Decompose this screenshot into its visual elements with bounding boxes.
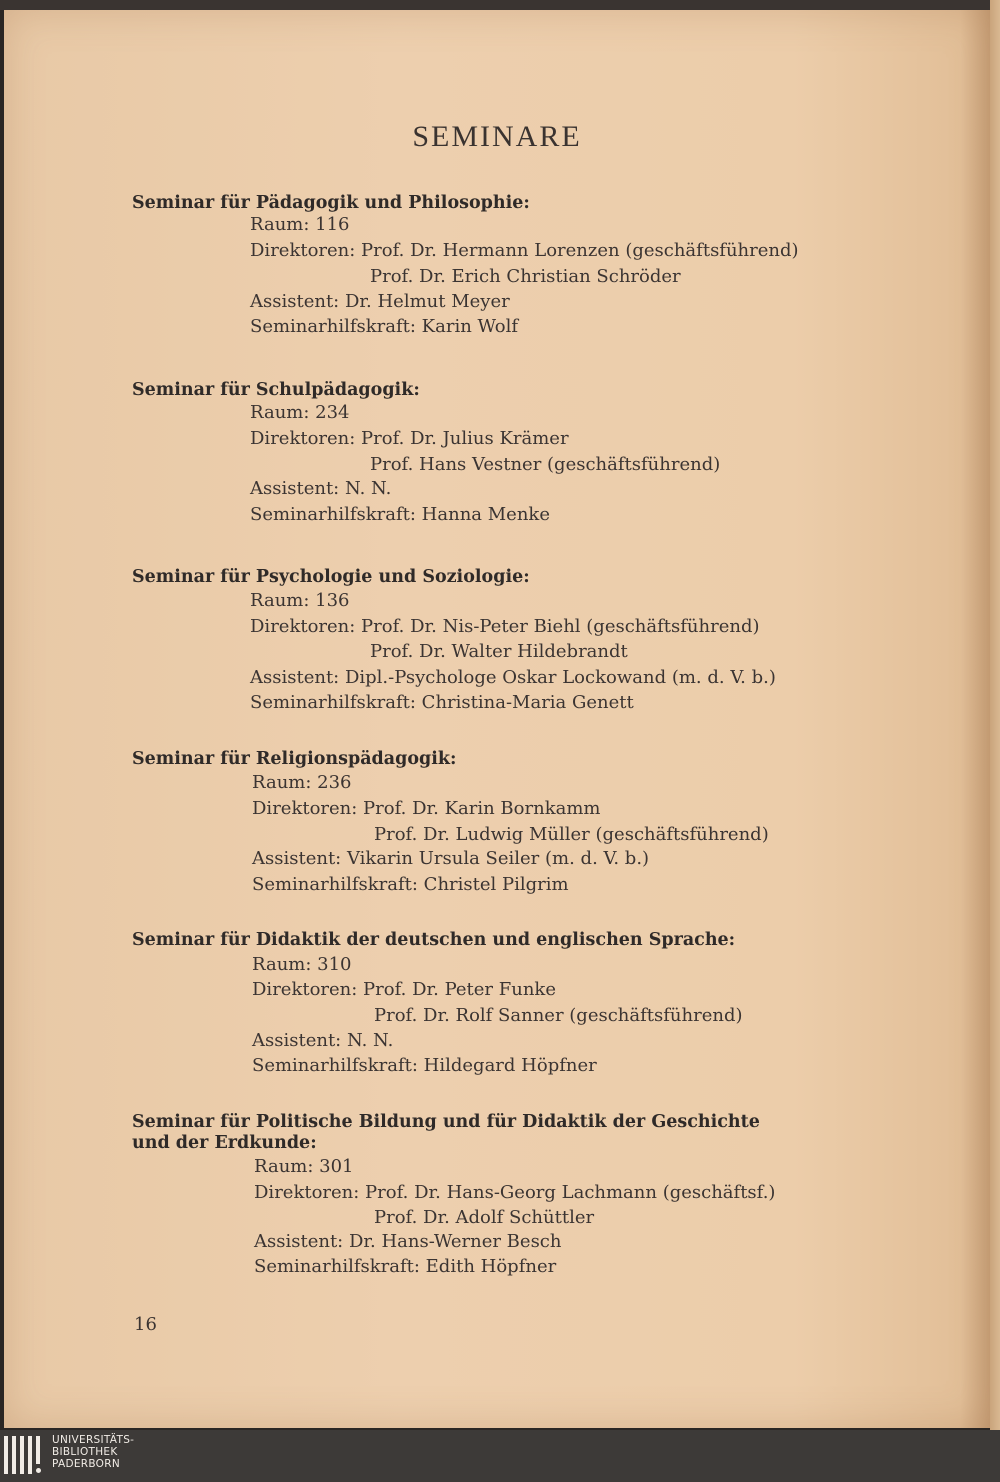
room-line: Raum: 234 <box>250 402 350 423</box>
room-line: Raum: 310 <box>252 954 352 975</box>
scan-right-edge <box>990 0 1000 1430</box>
room-line: Raum: 116 <box>250 214 350 235</box>
library-footer <box>0 1430 1000 1482</box>
directors-line: Direktoren: Prof. Dr. Karin Bornkamm <box>252 798 601 819</box>
assistant-staff-line: Seminarhilfskraft: Hildegard Höpfner <box>252 1055 597 1076</box>
room-line: Raum: 236 <box>252 772 352 793</box>
logo-line: BIBLIOTHEK <box>52 1446 118 1458</box>
assistant-line: Assistent: Dr. Hans-Werner Besch <box>254 1231 562 1252</box>
library-logo-icon <box>4 1436 44 1476</box>
assistant-staff-line: Seminarhilfskraft: Edith Höpfner <box>254 1256 557 1277</box>
logo-line: PADERBORN <box>52 1458 120 1470</box>
directors-line: Direktoren: Prof. Dr. Hans-Georg Lachmann (geschäftsf.) <box>254 1182 776 1203</box>
section-heading: Seminar für Politische Bildung und für Didaktik der Geschichte <box>132 1112 760 1132</box>
directors-line: Direktoren: Prof. Dr. Peter Funke <box>252 979 556 1000</box>
page-title: SEMINARE <box>412 120 582 153</box>
library-logo-text <box>52 1434 134 1470</box>
page-number: 16 <box>134 1314 157 1335</box>
assistant-staff-line: Seminarhilfskraft: Hanna Menke <box>250 504 550 525</box>
directors-line-2: Prof. Dr. Rolf Sanner (geschäftsführend) <box>374 1005 743 1026</box>
logo-line: UNIVERSITÄTS- <box>52 1434 135 1446</box>
directors-line-2: Prof. Dr. Walter Hildebrandt <box>370 641 628 662</box>
directors-line-2: Prof. Dr. Erich Christian Schröder <box>370 266 681 287</box>
scan-top-edge <box>0 0 1000 10</box>
directors-line-2: Prof. Hans Vestner (geschäftsführend) <box>370 454 721 475</box>
assistant-line: Assistent: Dipl.-Psychologe Oskar Lockowand (m. d. V. b.) <box>250 667 776 688</box>
section-heading: Seminar für Didaktik der deutschen und englischen Sprache: <box>132 930 736 950</box>
directors-line: Direktoren: Prof. Dr. Nis-Peter Biehl (geschäftsführend) <box>250 616 760 637</box>
assistant-line: Assistent: Vikarin Ursula Seiler (m. d. V. b.) <box>252 848 650 869</box>
assistant-staff-line: Seminarhilfskraft: Christel Pilgrim <box>252 874 569 895</box>
room-line: Raum: 301 <box>254 1156 354 1177</box>
assistant-line: Assistent: N. N. <box>252 1030 394 1051</box>
directors-line: Direktoren: Prof. Dr. Julius Krämer <box>250 428 569 449</box>
section-heading: Seminar für Schulpädagogik: <box>132 380 420 400</box>
room-line: Raum: 136 <box>250 590 350 611</box>
section-heading-continued: und der Erdkunde: <box>132 1133 317 1153</box>
assistant-staff-line: Seminarhilfskraft: Christina-Maria Genett <box>250 692 634 713</box>
directors-line: Direktoren: Prof. Dr. Hermann Lorenzen (geschäftsführend) <box>250 240 799 261</box>
assistant-line: Assistent: Dr. Helmut Meyer <box>250 291 510 312</box>
section-heading: Seminar für Pädagogik und Philosophie: <box>132 193 530 213</box>
directors-line-2: Prof. Dr. Ludwig Müller (geschäftsführend) <box>374 824 769 845</box>
section-heading: Seminar für Psychologie und Soziologie: <box>132 567 530 587</box>
section-heading: Seminar für Religionspädagogik: <box>132 749 457 769</box>
assistant-line: Assistent: N. N. <box>250 478 392 499</box>
directors-line-2: Prof. Dr. Adolf Schüttler <box>374 1207 595 1228</box>
document-page <box>4 10 990 1428</box>
assistant-staff-line: Seminarhilfskraft: Karin Wolf <box>250 316 519 337</box>
